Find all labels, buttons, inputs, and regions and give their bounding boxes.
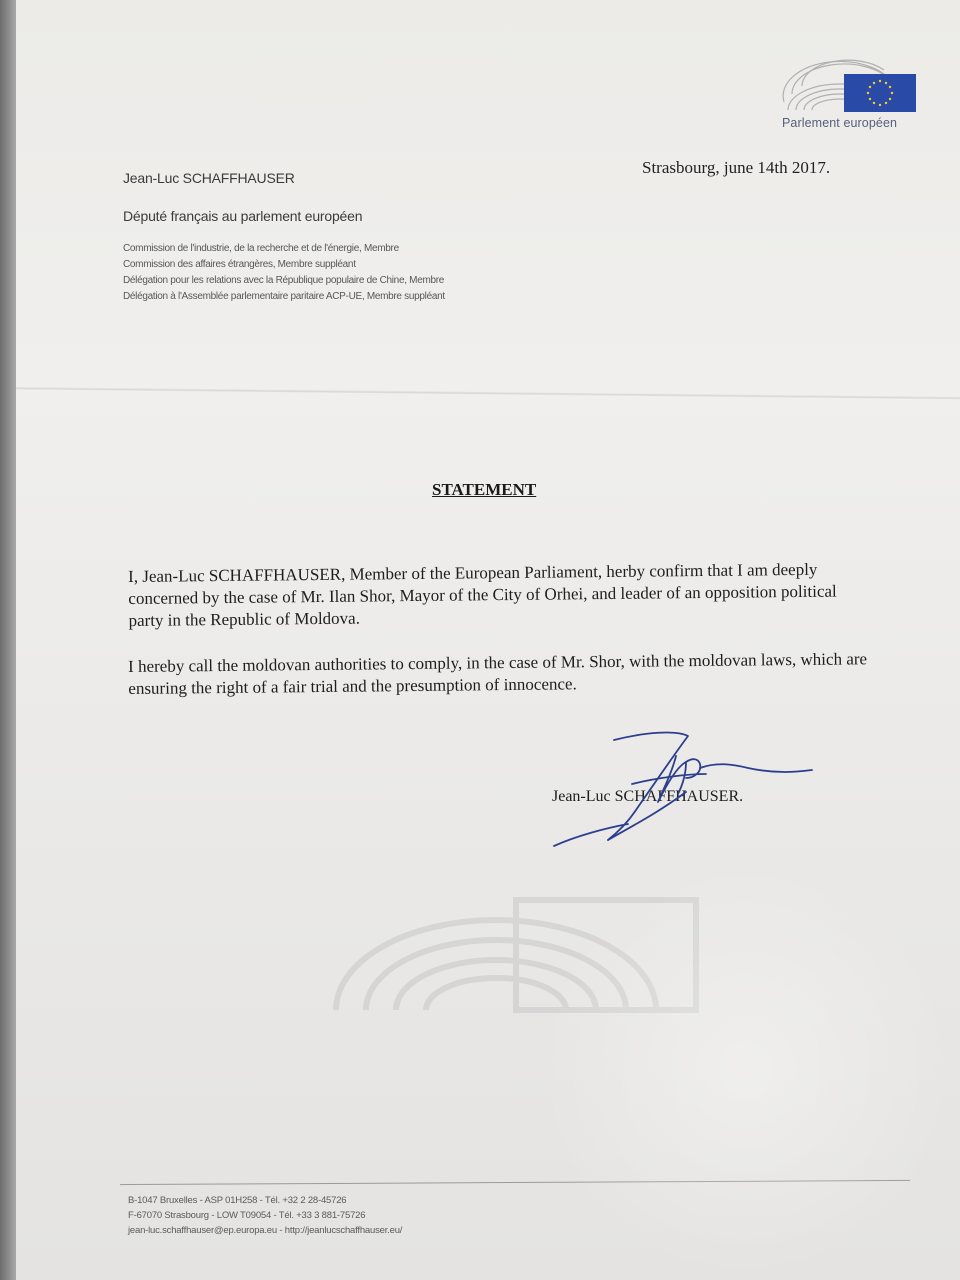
body-paragraph-2: I hereby call the moldovan authorities to comply, in the case of Mr. Shor, with the moldovan laws, which are ensuring the right of a fair trial and the presumption of innocence.: [128, 649, 868, 698]
role-line: Commission des affaires étrangères, Membre suppléant: [123, 259, 356, 270]
signature-name: Jean-Luc SCHAFFHAUSER.: [552, 788, 744, 805]
sender-title: Député français au parlement européen: [123, 208, 363, 224]
letter-date: Strasbourg, june 14th 2017.: [642, 158, 831, 177]
role-line: Délégation pour les relations avec la République populaire de Chine, Membre: [123, 275, 445, 286]
logo-label: Parlement européen: [782, 116, 898, 130]
role-line: Délégation à l'Assemblée parlementaire paritaire ACP-UE, Membre suppléant: [123, 291, 445, 302]
body-paragraph-1: I, Jean-Luc SCHAFFHAUSER, Member of the European Parliament, herby confirm that I am deeply concerned by the case of Mr. Ilan Shor, Mayor of the City of Orhei, and leader of an opposition political party in the Republic of Moldova.: [128, 559, 837, 630]
footer-contact: [128, 1193, 402, 1238]
sender-roles: [123, 241, 445, 305]
letter-page: [16, 0, 960, 1280]
role-line: Commission de l'industrie, de la recherche et de l'énergie, Membre: [123, 243, 399, 254]
page-edge-shadow: [0, 0, 16, 1280]
footer-line-email: jean-luc.schaffhauser@ep.europa.eu - http://jeanlucschaffhauser.eu/: [128, 1225, 403, 1236]
sender-name: Jean-Luc SCHAFFHAUSER: [123, 170, 295, 186]
handwritten-signature: [536, 722, 826, 862]
footer-divider: [120, 1180, 910, 1185]
statement-heading: STATEMENT: [432, 480, 537, 499]
footer-line-strasbourg: F-67070 Strasbourg - LOW T09054 - Tél. +33 3 881-75726: [128, 1210, 366, 1221]
eu-flag-icon: [844, 74, 916, 112]
footer-line-brussels: B-1047 Bruxelles - ASP 01H258 - Tél. +32 2 28-45726: [128, 1195, 347, 1206]
paper-fold-line: [16, 387, 960, 400]
